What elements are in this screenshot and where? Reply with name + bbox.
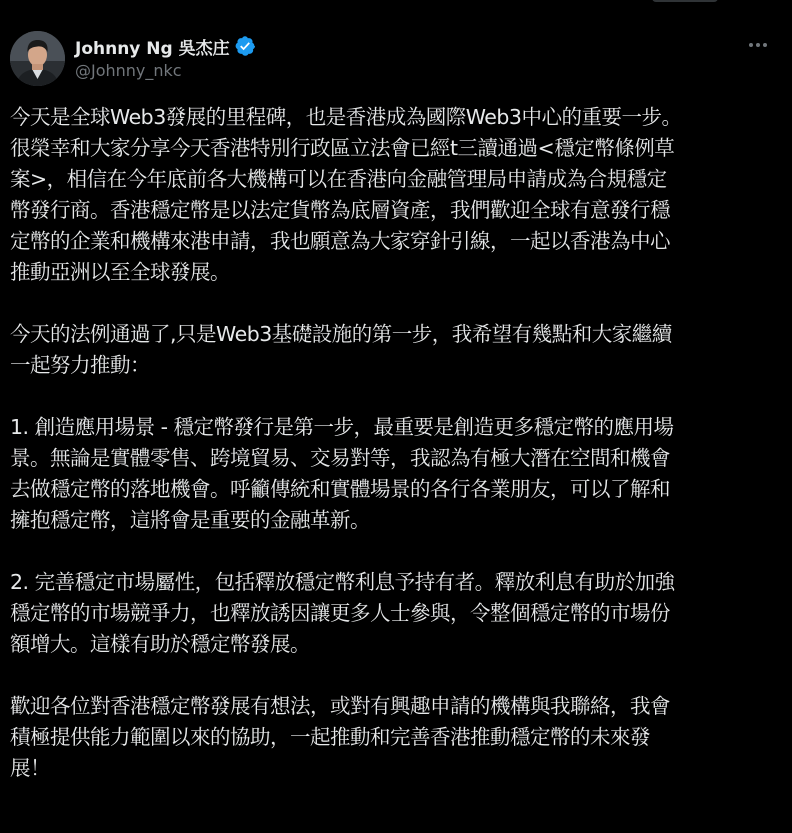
- text-line: 定幣的企業和機構來港申請，我也願意為大家穿針引線，一起以香港為中心: [10, 229, 670, 253]
- name-row: [75, 33, 256, 59]
- text-line: 今天是全球Web3發展的里程碑，也是香港成為國際Web3中心的重要一步。: [10, 105, 682, 129]
- text-line: 去做穩定幣的落地機會。呼籲傳統和實體場景的各行各業朋友，可以了解和: [10, 477, 670, 501]
- display-name[interactable]: Johnny Ng 吳杰庄: [75, 38, 230, 59]
- text-line: 積極提供能力範圍以來的協助，一起推動和完善香港推動穩定幣的未來發: [10, 725, 650, 749]
- paragraph-3: [10, 412, 780, 536]
- text-line: 2. 完善穩定市場屬性，包括釋放穩定幣利息予持有者。釋放利息有助於加強: [10, 570, 675, 594]
- text-line: 推動亞洲以至全球發展。: [10, 260, 230, 284]
- author-info: [75, 33, 256, 80]
- tweet-text: [10, 102, 780, 784]
- text-line: 展！: [10, 756, 50, 780]
- more-options-button[interactable]: [744, 35, 772, 55]
- paragraph-1: [10, 102, 780, 288]
- paragraph-5: [10, 691, 780, 784]
- paragraph-gap: [10, 536, 780, 567]
- paragraph-gap: [10, 381, 780, 412]
- text-line: 很榮幸和大家分享今天香港特別行政區立法會已經t三讀通過<穩定幣條例草: [10, 136, 675, 160]
- more-dot: [763, 43, 767, 47]
- text-line: 今天的法例通過了,只是Web3基礎設施的第一步，我希望有幾點和大家繼續: [10, 322, 672, 346]
- more-horizontal-icon: [749, 43, 753, 47]
- text-line: 1. 創造應用場景 - 穩定幣發行是第一步，最重要是創造更多穩定幣的應用場: [10, 415, 674, 439]
- paragraph-gap: [10, 660, 780, 691]
- top-overlay-edge: [652, 0, 718, 2]
- text-line: 額增大。這樣有助於穩定幣發展。: [10, 632, 310, 656]
- text-line: 擁抱穩定幣，這將會是重要的金融革新。: [10, 508, 370, 532]
- paragraph-2: [10, 319, 780, 381]
- verified-badge-icon: [234, 35, 256, 57]
- more-dot: [756, 43, 760, 47]
- text-line: 穩定幣的市場競爭力，也釋放誘因讓更多人士參與，令整個穩定幣的市場份: [10, 601, 670, 625]
- text-line: 一起努力推動：: [10, 353, 150, 377]
- paragraph-4: [10, 567, 780, 660]
- avatar-image: [10, 31, 65, 86]
- user-handle[interactable]: @Johnny_nkc: [75, 61, 182, 80]
- paragraph-gap: [10, 288, 780, 319]
- text-line: 案>，相信在今年底前各大機構可以在香港向金融管理局申請成為合規穩定: [10, 167, 667, 191]
- text-line: 幣發行商。香港穩定幣是以法定貨幣為底層資產，我們歡迎全球有意發行穩: [10, 198, 670, 222]
- text-line: 景。無論是實體零售、跨境貿易、交易對等，我認為有極大潛在空間和機會: [10, 446, 670, 470]
- tweet-header: [10, 31, 782, 89]
- text-line: 歡迎各位對香港穩定幣發展有想法，或對有興趣申請的機構與我聯絡，我會: [10, 694, 670, 718]
- avatar[interactable]: [10, 31, 65, 86]
